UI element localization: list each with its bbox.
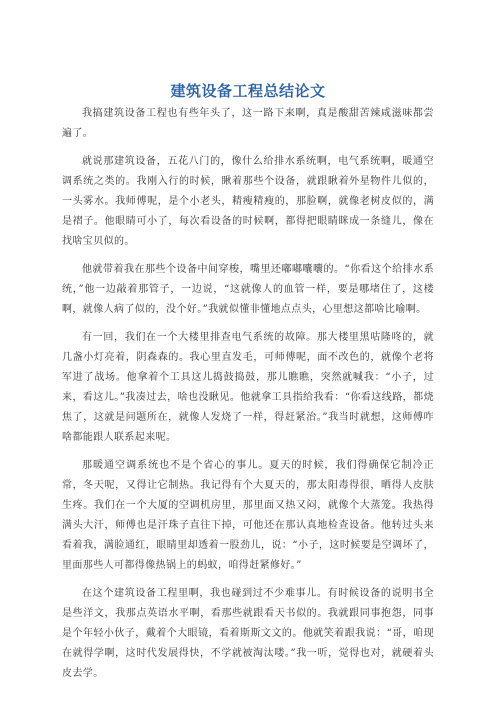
paragraph: 他就带着我在那些个设备中间穿梭，嘴里还嘟嘟囔囔的。“你看这个给排水系统，”他一边敲着那管子，一边说，“这就像人的血管一样，要是哪堵住了，这楼啊，就像人病了似的，没个好。”我就似懂非懂地点点头，心里想这都啥比喻啊。 (62, 264, 434, 315)
document-title: 建筑设备工程总结论文 (170, 82, 326, 100)
document-body (62, 104, 434, 692)
paragraph: 就说那建筑设备，五花八门的，像什么给排水系统啊，电气系统啊，暖通空调系统之类的。我刚入行的时候，瞅着那些个设备，就跟瞅着外星物件儿似的，一头雾水。我师傅呢，是个小老头，精瘦精瘦的，那脸啊，就像老树皮似的，满是褶子。他眼睛可小了，每次看设备的时候啊，都得把眼睛眯成一条缝儿，像在找啥宝贝似的。 (62, 156, 434, 247)
paragraph: 我搞建筑设备工程也有些年头了，这一路下来啊，真是酸甜苦辣咸滋味都尝遍了。 (62, 108, 434, 139)
paragraph: 那暖通空调系统也不是个省心的事儿。夏天的时候，我们得确保它制冷正常，冬天呢，又得让它制热。我记得有个大夏天的，那太阳毒得很，晒得人皮肤生疼。我们在一个大厦的空调机房里，那里面又热又闷，就像个大蒸笼。我热得满头大汗，师傅也是汗珠子直往下掉，可他还在那认真地检查设备。他转过头来看着我，满脸通红，眼睛里却透着一股劲儿，说：“小子，这时候要是空调坏了，里面那些人可都得像热锅上的蚂蚁，咱得赶紧修好。” (62, 460, 434, 571)
paragraph: 有一回，我们在一个大楼里排查电气系统的故障。那大楼里黑咕隆咚的，就几盏小灯亮着，阴森森的。我心里直发毛，可师傅呢，面不改色的，就像个老将军进了战场。他拿着个工具这儿捣鼓捣鼓，那儿瞧瞧，突然就喊我：“小子，过来，看这儿。”我凑过去，啥也没瞅见。他就拿工具指给我看：“你看这线路，都烧焦了，这就是问题所在，就像人发烧了一样，得赶紧治。”我当时就想，这师傅咋啥都能跟人联系起来呢。 (62, 332, 434, 443)
paragraph: 在这个建筑设备工程里啊，我也碰到过不少难事儿。有时候设备的说明书全是些洋文，我那点英语水平啊，看那些就跟看天书似的。我就跟同事抱怨，同事是个年轻小伙子，戴着个大眼镜，看着斯斯文文的。他就笑着跟我说：“哥，咱现在就得学啊，这时代发展得快，不学就被淘汰喽。”我一听，觉得也对，就硬着头皮去学。 (62, 588, 434, 679)
